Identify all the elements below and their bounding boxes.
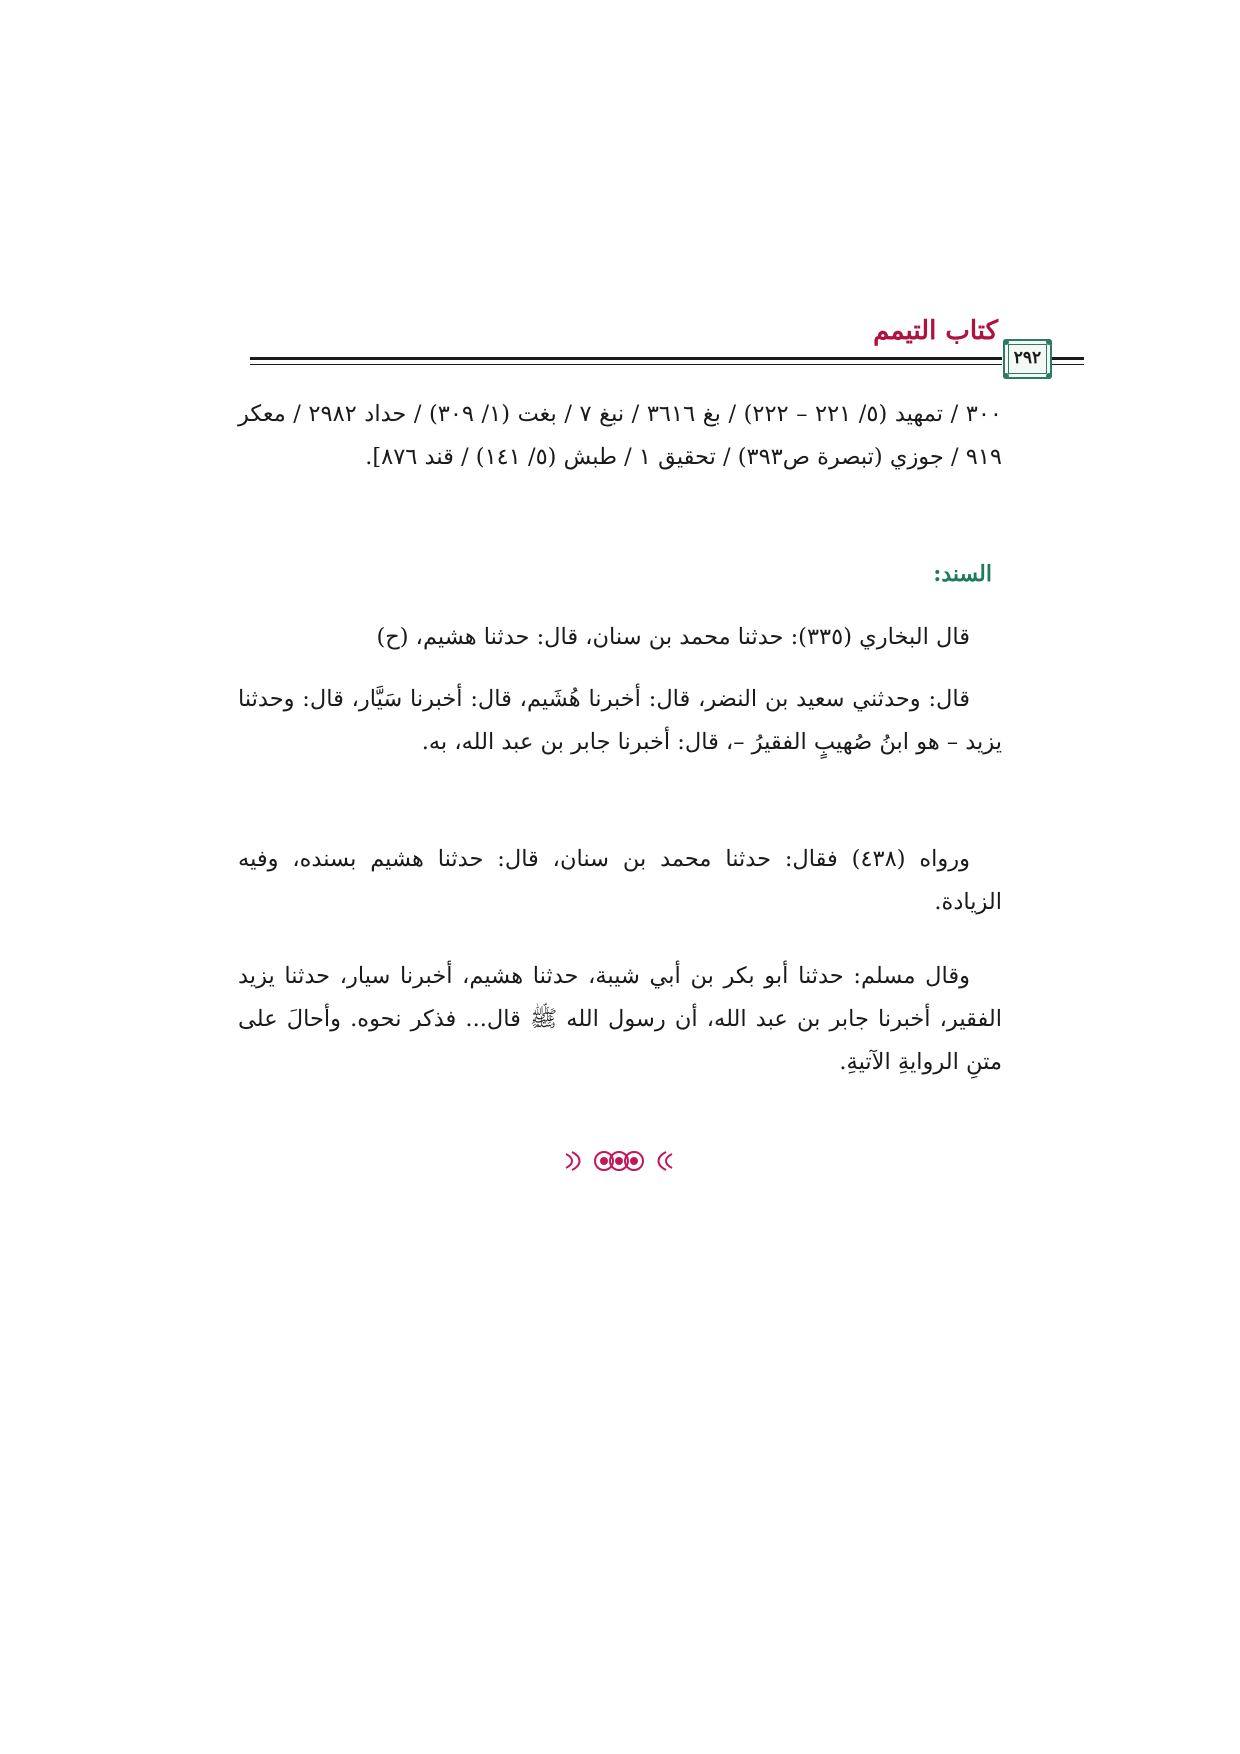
paragraph: وقال مسلم: حدثنا أبو بكر بن أبي شيبة، حدثنا هشيم، أخبرنا سيار، حدثنا يزيد الفقير، أخبرنا جابر بن عبد الله، أن رسول الله ﷺ قال... فذكر نحوه. وأحالَ على متنِ الروايةِ الآتيةِ. [238, 963, 1002, 1075]
frame-corner-ornament [1003, 339, 1009, 345]
references-block: ٣٠٠ / تمهيد (٥/ ٢٢١ – ٢٢٢) / بغ ٣٦١٦ / نبغ ٧ / بغت (١/ ٣٠٩) / حداد ٢٩٨٢ / معكر ٩١٩ / جوزي (تبصرة ص٣٩٣) / تحقيق ١ / طبش (٥/ ١٤١) / قند ٨٧٦]. [238, 401, 1003, 470]
page-number: ٢٩٢ [1013, 348, 1042, 368]
paragraph: قال البخاري (٣٣٥): حدثنا محمد بن سنان، قال: حدثنا هشيم، (ح) [376, 624, 970, 650]
frame-corner-ornament [1046, 339, 1052, 345]
section-heading: السند: [933, 561, 992, 587]
frame-corner-ornament [1003, 373, 1009, 379]
paragraph: ورواه (٤٣٨) فقال: حدثنا محمد بن سنان، قال: حدثنا هشيم بسنده، وفيه الزيادة. [238, 846, 1002, 915]
paragraph: قال: وحدثني سعيد بن النضر، قال: أخبرنا هُشَيم، قال: أخبرنا سَيَّار، قال: وحدثنا يزيد – هو ابنُ صُهيبٍ الفقيرُ –، قال: أخبرنا جابر بن عبد الله، به. [238, 686, 1002, 755]
header-rule-tail-thin [1052, 364, 1084, 365]
section-end-ornament-icon [560, 1146, 678, 1176]
header-rule-thin [250, 364, 1002, 365]
frame-corner-ornament [1046, 373, 1052, 379]
header-rule [250, 357, 1002, 360]
header-rule-tail [1052, 357, 1084, 360]
book-title: كتاب التيمم [873, 316, 998, 346]
page-number-frame [1003, 339, 1052, 379]
